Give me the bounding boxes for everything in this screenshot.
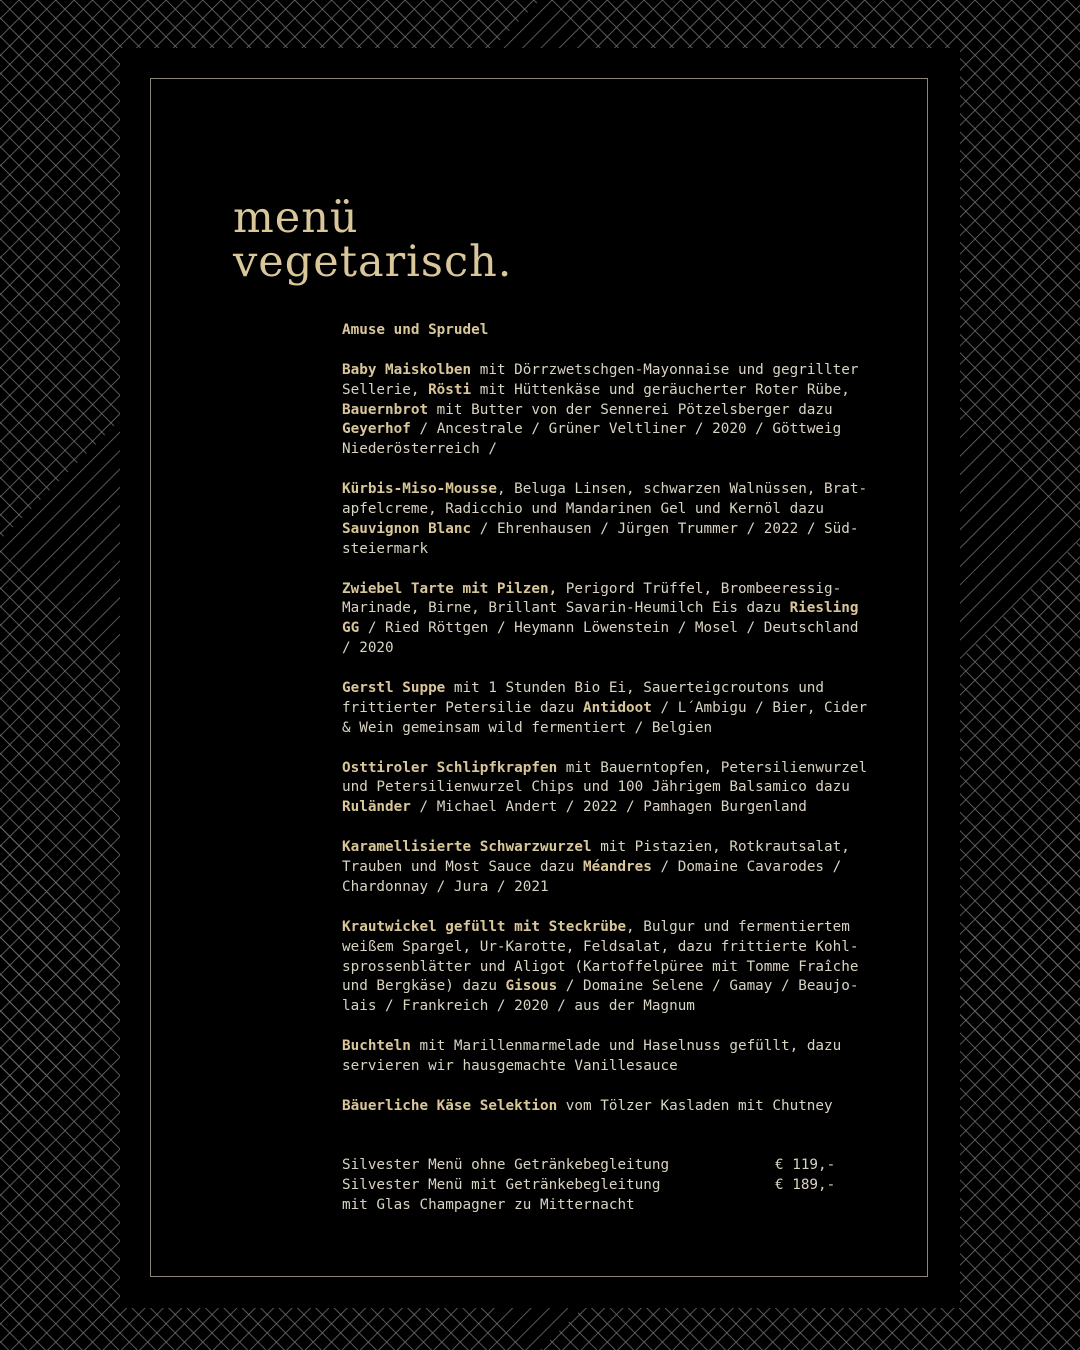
title-line-1: menü: [233, 193, 359, 243]
dish-highlight: Geyerhof: [342, 421, 411, 438]
dish-highlight: Karamellisierte Schwarzwurzel: [342, 839, 592, 856]
dish-highlight: Sauvignon Blanc: [342, 520, 472, 537]
dish-highlight: Riesling: [789, 600, 859, 617]
dish-text: Perigord Trüffel, Brombeeressig-: [557, 580, 842, 597]
price-row: [342, 1156, 902, 1176]
course-line: [342, 759, 902, 779]
course-line: [342, 599, 902, 619]
menu-title: [233, 193, 513, 287]
intro-heading: Amuse und Sprudel: [342, 322, 489, 338]
dish-text: / Ried Röttgen / Heymann Löwenstein / Mosel / Deutschland: [359, 620, 859, 637]
course-line: [342, 361, 902, 381]
course-line: [342, 401, 902, 421]
price-row: [342, 1176, 902, 1196]
course-line: [342, 878, 902, 898]
dish-highlight: GG: [342, 620, 360, 637]
course-line: [342, 1057, 902, 1077]
course-line: [342, 500, 902, 520]
price-label: Silvester Menü mit Getränkebegleitung: [342, 1177, 661, 1194]
dish-text: weißem Spargel, Ur-Karotte, Feldsalat, dazu frittierte Kohl-: [342, 938, 859, 955]
course-line: [342, 420, 902, 440]
course-line: [342, 778, 902, 798]
price-list: [342, 1156, 902, 1216]
course-line: [342, 381, 902, 401]
dish-highlight: Krautwickel gefüllt mit Steckrübe: [342, 918, 627, 935]
course-line: [342, 540, 902, 560]
dish-text: / 2020: [342, 640, 394, 657]
dish-highlight: Bäuerliche Käse Selektion: [342, 1097, 558, 1114]
dish-text: Sellerie,: [342, 381, 429, 398]
course-line: [342, 1097, 902, 1117]
course-line: [342, 858, 902, 878]
dish-text: lais / Frankreich / 2020 / aus der Magnum: [342, 998, 695, 1015]
dish-highlight: Baby Maiskolben: [342, 361, 472, 378]
dish-text: sprossenblätter und Aligot (Kartoffelpüree mit Tomme Fraîche: [342, 958, 859, 975]
dish-text: / Domaine Selene / Gamay / Beaujo-: [557, 978, 859, 995]
course-line: [342, 798, 902, 818]
course-item: [342, 838, 902, 898]
dish-highlight: Zwiebel Tarte mit Pilzen,: [342, 580, 558, 597]
footnote: mit Glas Champagner zu Mitternacht: [342, 1197, 635, 1214]
dish-text: steiermark: [342, 540, 429, 557]
dish-highlight: Osttiroler Schlipfkrapfen: [342, 759, 558, 776]
dish-text: frittierter Petersilie dazu: [342, 699, 584, 716]
dish-text: mit Butter von der Sennerei Pötzelsberger dazu: [428, 401, 833, 418]
dish-highlight: Ruländer: [342, 799, 411, 816]
menu-body: [342, 321, 902, 1216]
dish-text: und Bergkäse) dazu: [342, 978, 506, 995]
course-item: [342, 580, 902, 660]
course-line: [342, 938, 902, 958]
course-item: [342, 1097, 902, 1117]
dish-text: / L´Ambigu / Bier, Cider: [651, 699, 868, 716]
course-line: [342, 619, 902, 639]
course-line: [342, 719, 902, 739]
dish-text: servieren wir hausgemachte Vanillesauce: [342, 1057, 678, 1074]
dish-highlight: Buchteln: [342, 1038, 411, 1055]
dish-highlight: Méandres: [583, 859, 652, 876]
course-item: [342, 361, 902, 460]
course-line: [342, 997, 902, 1017]
dish-text: mit Pistazien, Rotkrautsalat,: [591, 839, 850, 856]
dish-text: / Michael Andert / 2022 / Pamhagen Burgenland: [410, 799, 807, 816]
course-line: [342, 918, 902, 938]
dish-text: mit 1 Stunden Bio Ei, Sauerteigcroutons und: [445, 680, 825, 697]
course-item: [342, 679, 902, 739]
course-line: [342, 977, 902, 997]
course-line: [342, 480, 902, 500]
course-item: [342, 759, 902, 819]
title-line-2: vegetarisch.: [233, 237, 513, 287]
course-item: [342, 1037, 902, 1077]
course-line: [342, 699, 902, 719]
dish-text: vom Tölzer Kasladen mit Chutney: [557, 1097, 833, 1114]
dish-text: / Ehrenhausen / Jürgen Trummer / 2022 / Süd-: [471, 520, 859, 537]
dish-text: mit Hüttenkäse und geräucherter Roter Rübe,: [471, 381, 850, 398]
dish-text: und Petersilienwurzel Chips und 100 Jährigem Balsamico dazu: [342, 779, 850, 796]
dish-text: mit Dörrzwetschgen-Mayonnaise und gegrillter: [471, 361, 859, 378]
dish-text: / Ancestrale / Grüner Veltliner / 2020 / Göttweig: [410, 421, 842, 438]
course-line: [342, 838, 902, 858]
course-item: [342, 480, 902, 560]
dish-highlight: Bauernbrot: [342, 401, 429, 418]
dish-text: / Domaine Cavarodes /: [651, 859, 842, 876]
dish-text: mit Bauerntopfen, Petersilienwurzel: [557, 759, 868, 776]
course-line: [342, 580, 902, 600]
dish-text: Niederösterreich /: [342, 441, 497, 458]
course-line: [342, 679, 902, 699]
course-item: [342, 918, 902, 1017]
dish-highlight: Kürbis-Miso-Mousse: [342, 481, 497, 498]
price-value: € 119,-: [775, 1157, 836, 1174]
price-value: € 189,-: [775, 1177, 836, 1194]
dish-text: apfelcreme, Radicchio und Mandarinen Gel und Kernöl dazu: [342, 501, 825, 518]
course-line: [342, 639, 902, 659]
price-label: Silvester Menü ohne Getränkebegleitung: [342, 1157, 670, 1174]
dish-highlight: Antidoot: [583, 699, 652, 716]
course-line: [342, 1037, 902, 1057]
dish-text: Marinade, Birne, Brillant Savarin-Heumilch Eis dazu: [342, 600, 790, 617]
dish-text: , Bulgur und fermentiertem: [626, 918, 850, 935]
course-line: [342, 440, 902, 460]
dish-text: Chardonnay / Jura / 2021: [342, 878, 549, 895]
dish-highlight: Gisous: [505, 978, 558, 995]
course-list: [342, 361, 902, 1117]
dish-text: & Wein gemeinsam wild fermentiert / Belgien: [342, 719, 713, 736]
dish-highlight: Rösti: [428, 381, 472, 398]
course-line: [342, 958, 902, 978]
dish-highlight: Gerstl Suppe: [342, 680, 446, 697]
dish-text: , Beluga Linsen, schwarzen Walnüssen, Brat-: [496, 481, 868, 498]
dish-text: mit Marillenmarmelade und Haselnuss gefüllt, dazu: [410, 1038, 842, 1055]
dish-text: Trauben und Most Sauce dazu: [342, 859, 584, 876]
course-line: [342, 520, 902, 540]
